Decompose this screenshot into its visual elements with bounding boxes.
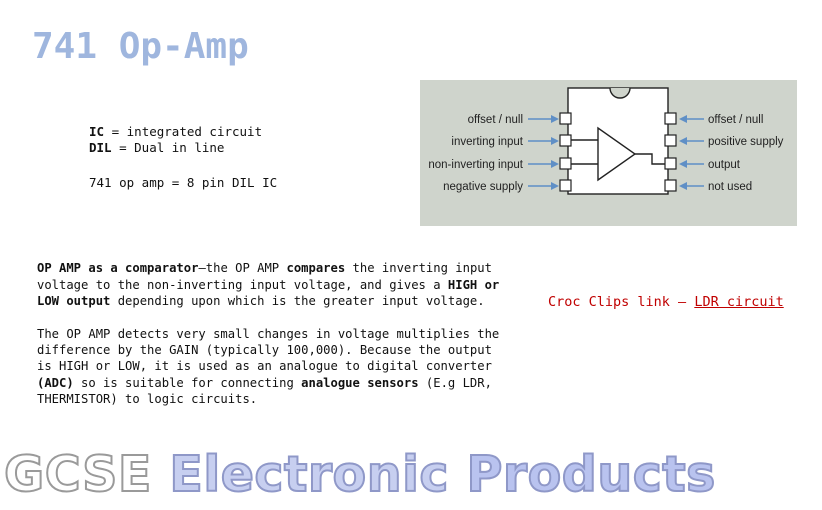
- p2-bold-adc: (ADC): [37, 375, 74, 390]
- p1-text-2: the inverting input voltage to the non-inverting input voltage, and gives a: [37, 261, 492, 292]
- ic-meaning: = integrated circuit: [104, 124, 263, 139]
- label-right-1: offset / null: [708, 114, 764, 126]
- label-left-3: non-inverting input: [428, 159, 523, 171]
- pin-7: [665, 135, 676, 146]
- footer-word-products: Products: [466, 446, 716, 503]
- slide-title: 741 Op-Amp: [32, 26, 249, 67]
- croc-clips-prefix: Croc Clips link –: [548, 294, 695, 310]
- pin-3: [560, 158, 571, 169]
- label-left-1: offset / null: [467, 114, 523, 126]
- pin-6: [665, 158, 676, 169]
- p1-text-1: —the OP AMP: [198, 261, 287, 275]
- dil-abbr: DIL: [89, 140, 112, 155]
- comparator-heading: OP AMP as a comparator: [37, 261, 199, 275]
- pin-1: [560, 113, 571, 124]
- label-left-2: inverting input: [451, 136, 523, 148]
- footer-word-gcse: GCSE: [4, 446, 152, 503]
- ldr-circuit-link[interactable]: LDR circuit: [694, 294, 784, 310]
- p2-text-2: so is suitable for connecting: [73, 375, 302, 390]
- p2-bold-sensors: analogue sensors: [301, 375, 419, 390]
- label-right-4: not used: [708, 181, 753, 193]
- p1-bold-compares: compares: [286, 261, 346, 275]
- label-left-4: negative supply: [443, 181, 523, 193]
- pin-8: [665, 113, 676, 124]
- croc-clips-link-line: [548, 294, 784, 310]
- label-right-3: output: [708, 159, 740, 171]
- chip-body: [568, 88, 668, 194]
- p2-text-1: The OP AMP detects very small changes in voltage multiplies the difference by the GAIN (typically 100,000). Because the output is HIGH or LOW, it is used as an analogue to digital converter: [37, 327, 500, 374]
- p1-text-3: depending upon which is the greater input voltage.: [110, 294, 485, 308]
- pin-2: [560, 135, 571, 146]
- pin-5: [665, 180, 676, 191]
- pin-count-note: 741 op amp = 8 pin DIL IC: [89, 175, 278, 190]
- dil-meaning: = Dual in line: [111, 140, 225, 155]
- definitions: [89, 124, 262, 156]
- ic-abbr: IC: [89, 124, 105, 139]
- adc-paragraph: [37, 326, 507, 407]
- label-right-2: positive supply: [708, 136, 784, 148]
- p1-bold-output: HIGH or LOW output: [37, 277, 500, 308]
- dil-definition: [89, 140, 262, 156]
- comparator-paragraph: [37, 260, 507, 310]
- op-amp-pinout-diagram: [420, 80, 797, 226]
- ic-definition: [89, 124, 262, 140]
- footer-word-electronic: Electronic: [169, 446, 449, 503]
- pin-4: [560, 180, 571, 191]
- footer-banner: [4, 446, 822, 503]
- p2-text-3: (E.g LDR, THERMISTOR) to logic circuits.: [37, 375, 492, 406]
